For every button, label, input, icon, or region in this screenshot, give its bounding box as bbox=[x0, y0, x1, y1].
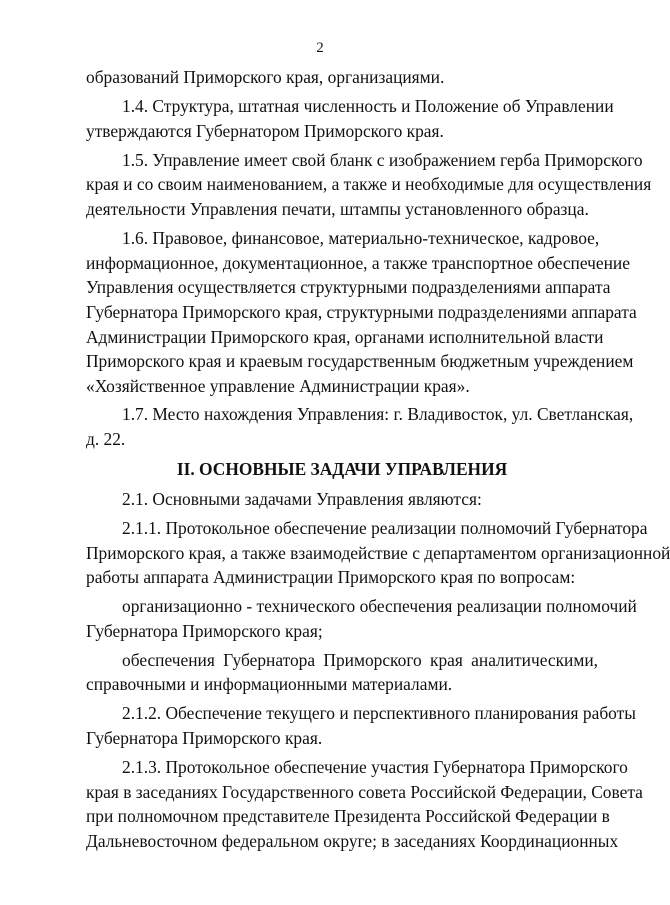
paragraph-line: Губернатора Приморского края; bbox=[86, 621, 323, 641]
paragraph-line: организационно - технического обеспечения реализации полномочий bbox=[122, 596, 637, 616]
paragraph-line: информационное, документационное, а также транспортное обеспечение bbox=[86, 253, 630, 273]
paragraph-line: 2.1.1. Протокольное обеспечение реализации полномочий Губернатора bbox=[122, 518, 648, 538]
section-heading: II. ОСНОВНЫЕ ЗАДАЧИ УПРАВЛЕНИЯ bbox=[176, 459, 508, 479]
paragraph-line: при полномочном представителе Президента Российской Федерации в bbox=[86, 806, 610, 826]
paragraph-line: Дальневосточном федеральном округе; в заседаниях Координационных bbox=[86, 831, 619, 851]
paragraph-line: 2.1. Основными задачами Управления являются: bbox=[122, 489, 482, 509]
paragraph-line: обеспечения Губернатора Приморского края аналитическими, bbox=[122, 650, 598, 670]
page-number: 2 bbox=[316, 40, 324, 56]
paragraph-line: Губернатора Приморского края. bbox=[86, 728, 323, 748]
paragraph-line: края и со своим наименованием, а также и необходимые для осуществления bbox=[86, 174, 652, 194]
paragraph-line: 2.1.3. Протокольное обеспечение участия Губернатора Приморского bbox=[122, 757, 628, 777]
paragraph-line: образований Приморского края, организациями. bbox=[86, 67, 445, 87]
paragraph-line: края в заседаниях Государственного совета Российской Федерации, Совета bbox=[86, 782, 643, 802]
paragraph-line: Приморского края, а также взаимодействие с департаментом организационной bbox=[86, 543, 670, 563]
paragraph-line: деятельности Управления печати, штампы установленного образца. bbox=[86, 199, 589, 219]
paragraph-line: справочными и информационными материалами. bbox=[86, 674, 453, 694]
paragraph-line: «Хозяйственное управление Администрации края». bbox=[86, 376, 470, 396]
paragraph-line: 1.5. Управление имеет свой бланк с изображением герба Приморского bbox=[122, 150, 643, 170]
paragraph-line: Приморского края и краевым государственным бюджетным учреждением bbox=[86, 351, 634, 371]
paragraph-line: утверждаются Губернатором Приморского края. bbox=[86, 121, 444, 141]
paragraph-line: 2.1.2. Обеспечение текущего и перспективного планирования работы bbox=[122, 703, 636, 723]
paragraph-line: 1.7. Место нахождения Управления: г. Владивосток, ул. Светланская, bbox=[122, 404, 634, 424]
paragraph-line: Управления осуществляется структурными подразделениями аппарата bbox=[86, 277, 611, 297]
paragraph-line: Губернатора Приморского края, структурными подразделениями аппарата bbox=[86, 302, 637, 322]
paragraph-line: работы аппарата Администрации Приморского края по вопросам: bbox=[86, 567, 576, 587]
paragraph-line: д. 22. bbox=[86, 429, 126, 449]
paragraph-line: 1.6. Правовое, финансовое, материально-техническое, кадровое, bbox=[122, 228, 600, 248]
paragraph-line: Администрации Приморского края, органами исполнительной власти bbox=[86, 327, 604, 347]
paragraph-line: 1.4. Структура, штатная численность и Положение об Управлении bbox=[122, 96, 614, 116]
